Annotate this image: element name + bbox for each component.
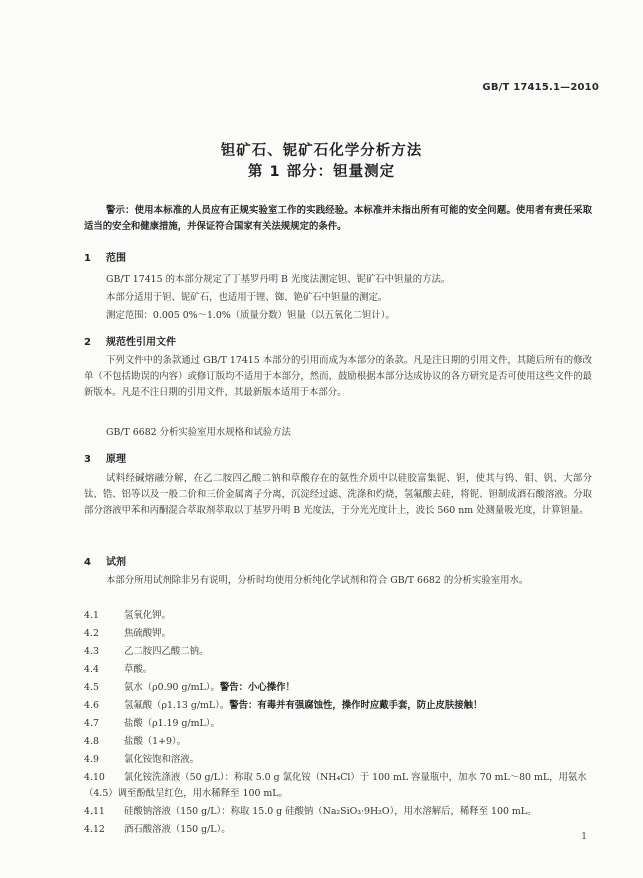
section-1-heading <box>84 249 126 264</box>
section-title: 范围 <box>106 253 126 264</box>
section-title: 规范性引用文件 <box>106 337 176 348</box>
reagent-text: 焦硫酸钾。 <box>124 628 171 639</box>
section-number: 2 <box>84 337 91 348</box>
reagent-number: 4.1 <box>84 610 99 621</box>
reagent-item <box>84 716 592 732</box>
standard-code: GB/T 17415.1—2010 <box>482 82 599 93</box>
reagent-number: 4.3 <box>84 646 99 657</box>
document-title: 钽矿石、铌矿石化学分析方法 <box>220 143 423 159</box>
reagents-intro-paragraph: 本部分所用试剂除非另有说明，分析时均使用分析纯化学试剂和符合 GB/T 6682 的分析实验室用水。 <box>106 575 529 586</box>
reagent-text: 氢氧化钾。 <box>124 610 171 621</box>
section-3-heading <box>84 450 126 465</box>
reagent-number: 4.6 <box>84 700 99 711</box>
reagent-number: 4.5 <box>84 682 99 693</box>
reagent-number: 4.7 <box>84 718 99 729</box>
reagent-item <box>84 662 592 678</box>
document-subtitle: 第 1 部分：钽量测定 <box>247 164 396 180</box>
reagent-text: 硅酸钠溶液（150 g/L）：称取 15.0 g 硅酸钠（Na₂SiO₃·9H₂O），用水溶解后，稀释至 100 mL。 <box>124 806 537 817</box>
reagent-text: 氯化铵饱和溶液。 <box>124 754 200 765</box>
reagent-number: 4.11 <box>84 806 105 817</box>
section-title: 试剂 <box>106 557 126 568</box>
normative-references-paragraph: 下列文件中的条款通过 GB/T 17415 本部分的引用而成为本部分的条款。凡是注日期的引用文件，其随后所有的修改单（不包括勘误的内容）或修订版均不适用于本部分，然而，鼓励根据本部分达成协议的各方研究是否可使用这些文件的最新版本。凡是不注日期的引用文件，其最新版本适用于本部分。 <box>84 355 592 398</box>
reagent-number: 4.8 <box>84 736 99 747</box>
section-number: 3 <box>84 454 91 465</box>
scope-line: 测定范围：0.005 0%～1.0%（质量分数）钽量（以五氧化二钽计）。 <box>106 310 395 321</box>
reagent-item <box>84 804 592 820</box>
reagent-text: 盐酸（1+9）。 <box>124 736 186 747</box>
page-number: 1 <box>581 832 587 842</box>
section-2-heading <box>84 333 176 348</box>
reagent-item <box>84 770 592 802</box>
reagent-number: 4.12 <box>84 824 105 835</box>
section-number: 4 <box>84 557 91 568</box>
reagent-text: 氨水（ρ0.90 g/mL）。 <box>124 682 220 693</box>
section-4-heading <box>84 553 126 568</box>
reagent-text: 氢氟酸（ρ1.13 g/mL）。 <box>124 700 230 711</box>
reference-entry: GB/T 6682 分析实验室用水规格和试验方法 <box>106 427 291 438</box>
reagent-item <box>84 822 592 838</box>
reagent-item <box>84 752 592 768</box>
section-title: 原理 <box>106 454 126 465</box>
safety-warning: 警示：使用本标准的人员应有正规实验室工作的实践经验。本标准并未指出所有可能的安全问题。使用者有责任采取适当的安全和健康措施，并保证符合国家有关法规规定的条件。 <box>84 205 592 232</box>
reagent-number: 4.2 <box>84 628 99 639</box>
reagent-number: 4.9 <box>84 754 99 765</box>
scope-line: GB/T 17415 的本部分规定了丁基罗丹明 B 光度法测定钽、铌矿石中钽量的方法。 <box>106 274 451 285</box>
reagent-text: 草酸。 <box>124 664 153 675</box>
reagent-number: 4.10 <box>84 772 105 783</box>
principle-paragraph: 试料经碱熔融分解，在乙二胺四乙酸二钠和草酸存在的氨性介质中以硅胶富集铌、钽，使其与钨、钼、钒、大部分钛、锆、铝等以及一般二价和三价金属离子分离，沉淀经过滤、洗涤和灼烧，氢氟酸去硅，将铌、钽制成酒石酸溶液。分取部分溶液甲苯和丙酮混合萃取剂萃取以丁基罗丹明 B 光度法，于分光光度计上，波长 560 nm 处测量吸光度，计算钽量。 <box>84 473 592 516</box>
hazard-warning: 警告：小心操作！ <box>219 682 295 693</box>
reagent-text: 氯化铵洗涤液（50 g/L）：称取 5.0 g 氯化铵（NH₄Cl）于 100 mL 容量瓶中，加水 70 mL～80 mL，用氨水（4.5）调至酚酞呈红色，用水稀释至 100 mL。 <box>84 772 587 799</box>
reagent-item <box>84 644 592 660</box>
reagent-item <box>84 680 592 696</box>
reagent-number: 4.4 <box>84 664 99 675</box>
reagent-text: 乙二胺四乙酸二钠。 <box>124 646 209 657</box>
scope-line: 本部分适用于钽、铌矿石，也适用于锂、铷、铯矿石中钽量的测定。 <box>106 292 388 303</box>
reagent-item <box>84 698 592 714</box>
section-number: 1 <box>84 253 91 264</box>
reagent-item <box>84 626 592 642</box>
reagent-item <box>84 734 592 750</box>
reagent-item <box>84 608 592 624</box>
reagent-text: 盐酸（ρ1.19 g/mL）。 <box>124 718 220 729</box>
hazard-warning: 警告：有毒并有强腐蚀性，操作时应戴手套，防止皮肤接触！ <box>229 700 483 711</box>
reagent-text: 酒石酸溶液（150 g/L）。 <box>124 824 231 835</box>
